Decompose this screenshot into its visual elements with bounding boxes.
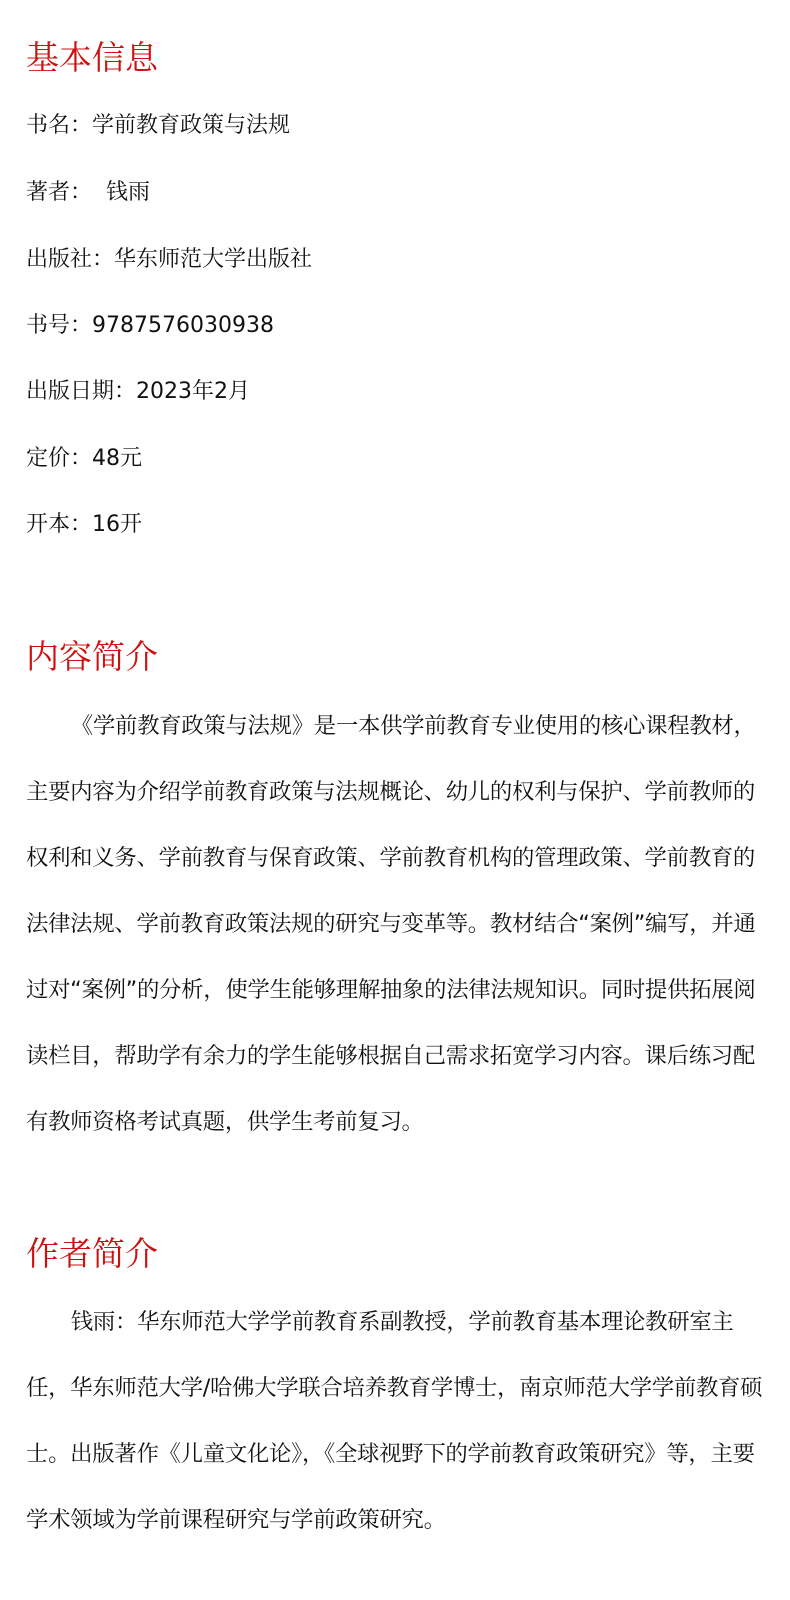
info-label: 书号： xyxy=(26,313,93,338)
info-value: 2023年2月 xyxy=(136,379,251,404)
info-row-publisher xyxy=(26,245,312,275)
info-row-pub-date xyxy=(26,377,250,407)
info-label: 著者： xyxy=(26,180,93,205)
info-value: 华东师范大学出版社 xyxy=(114,247,313,272)
info-row-format xyxy=(26,510,142,540)
basic-info-heading: 基本信息 xyxy=(26,38,158,77)
content-intro-text: 《学前教育政策与法规》是一本供学前教育专业使用的核心课程教材，主要内容为介绍学前教育政策与法规概论、幼儿的权利与保护、学前教师的权利和义务、学前教育与保育政策、学前教育机构的管理政策、学前教育的法律法规、学前教育政策法规的研究与变革等。教材结合“案例”编写，并通过对“案例”的分析，使学生能够理解抽象的法律法规知识。同时提供拓展阅读栏目，帮助学有余力的学生能够根据自己需求拓宽学习内容。课后练习配有教师资格考试真题，供学生考前复习。 xyxy=(26,713,756,1135)
info-row-price xyxy=(26,444,142,474)
content-intro-heading: 内容简介 xyxy=(26,637,158,676)
author-intro-text: 钱雨：华东师范大学学前教育系副教授，学前教育基本理论教研室主任，华东师范大学/哈佛大学联合培养教育学博士，南京师范大学学前教育硕士。出版著作《儿童文化论》，《全球视野下的学前教育政策研究》等，主要学术领域为学前课程研究与学前政策研究。 xyxy=(26,1309,763,1533)
info-row-isbn xyxy=(26,311,274,341)
info-row-author xyxy=(26,178,150,208)
info-label: 定价： xyxy=(26,446,93,471)
info-label: 出版日期： xyxy=(26,379,137,404)
info-value: 48元 xyxy=(92,446,143,471)
info-row-title xyxy=(26,111,290,141)
info-label: 开本： xyxy=(26,512,93,537)
author-intro-heading: 作者简介 xyxy=(26,1234,158,1273)
info-label: 书名： xyxy=(26,113,93,138)
info-value: 9787576030938 xyxy=(92,313,274,338)
info-value: 钱雨 xyxy=(92,180,151,205)
info-value: 学前教育政策与法规 xyxy=(92,113,291,138)
info-value: 16开 xyxy=(92,512,143,537)
info-label: 出版社： xyxy=(26,247,115,272)
